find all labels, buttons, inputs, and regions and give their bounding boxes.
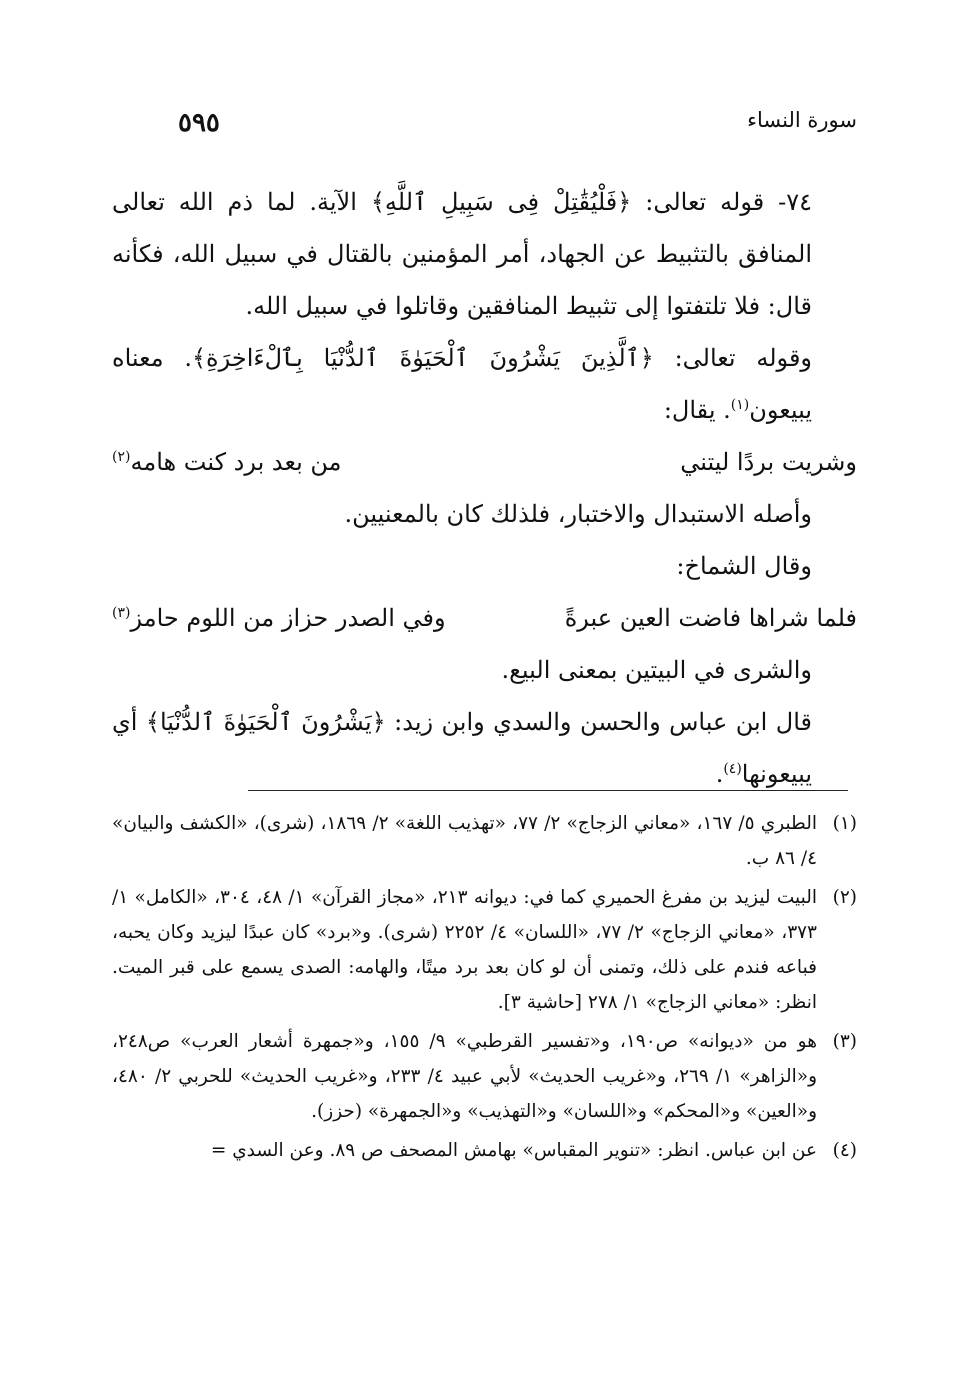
poem-verse-2: [112, 592, 857, 644]
verse-1-first-hemistich: وشريت بردًا ليتني: [680, 448, 857, 476]
footnote-text: الطبري ٥/ ١٦٧، «معاني الزجاج» ٢/ ٧٧، «تهذيب اللغة» ٢/ ١٨٦٩، (شرى)، «الكشف والبيان» ٤/ ٨٦ ب.: [112, 813, 817, 869]
footnote-text: البيت ليزيد بن مفرغ الحميري كما في: ديوانه ٢١٣، «مجاز القرآن» ١/ ٤٨، ٣٠٤، «الكامل» ١/ ٣٧٣، «معاني الزجاج» ٢/ ٧٧، «اللسان» ٤/ ٢٢٥٢ (شرى). و«برد» كان عبدًا ليزيد وكان يحبه، فباعه فندم على ذلك، وتمنى أن لو كان بعد برد ميتًا، والهامه: الصدى يسمع على قبر الميت. انظر: «معاني الزجاج» ١/ ٢٧٨ [حاشية ٣].: [112, 887, 817, 1013]
paragraph-shira-meaning: والشرى في البيتين بمعنى البيع.: [501, 656, 812, 684]
footnote-ref-2: (٢): [112, 449, 131, 465]
footnote-1: [112, 806, 857, 876]
paragraph-ibn-abbas-tail: .: [715, 760, 724, 788]
footnote-2: [112, 880, 857, 1020]
footnotes: [112, 806, 857, 1172]
verse-2-second-text: وفي الصدر حزاز من اللوم حامز: [130, 604, 446, 632]
running-title: سورة النساء: [747, 108, 857, 132]
verse-2-first-hemistich: فلما شراها فاضت العين عبرةً: [564, 604, 857, 632]
footnote-separator: [248, 790, 848, 791]
poem-verse-1: [112, 436, 857, 488]
footnote-number: (٤): [832, 1140, 857, 1161]
main-text: [112, 176, 857, 800]
verse-1-second-hemistich: [112, 436, 342, 488]
paragraph-origin: وأصله الاستبدال والاختبار، فلذلك كان بالمعنيين.: [344, 500, 812, 528]
page-number: ٥٩٥: [178, 108, 220, 138]
footnote-text: عن ابن عباس. انظر: «تنوير المقباس» بهامش المصحف ص ٨٩. وعن السدي =: [210, 1140, 817, 1161]
paragraph-ibn-abbas: [112, 696, 857, 800]
footnote-3: [112, 1024, 857, 1129]
verse-1-second-text: من بعد برد كنت هامه: [130, 448, 342, 476]
footnote-ref-3: (٣): [112, 605, 131, 621]
footnote-4: [112, 1133, 857, 1168]
paragraph-ibn-abbas-text: قال ابن عباس والحسن والسدي وابن زيد: ﴿يَشْرُونَ ٱلْحَيَوٰةَ ٱلدُّنْيَا﴾ أي يبيعونها: [112, 708, 812, 788]
paragraph-verse-74: ٧٤- قوله تعالى: ﴿فَلْيُقَٰتِلْ فِى سَبِيلِ ٱللَّهِ﴾ الآية. لما ذم الله تعالى المنافق بالتثبيط عن الجهاد، أمر المؤمنين بالقتال في سبيل الله، فكأنه قال: فلا تلتفتوا إلى تثبيط المنافقين وقاتلوا في سبيل الله.: [112, 188, 812, 320]
paragraph-yashruna-tail: . يقال:: [663, 396, 731, 424]
verse-2-second-hemistich: [112, 592, 446, 644]
page-header: [118, 108, 857, 148]
footnote-number: (٢): [832, 887, 857, 908]
footnote-text: هو من «ديوانه» ص١٩٠، و«تفسير القرطبي» ٩/ ١٥٥، و«جمهرة أشعار العرب» ص٢٤٨، و«الزاهر» ١/ ٢٦٩، و«غريب الحديث» لأبي عبيد ٤/ ٢٣٣، و«غريب الحديث» للحربي ٢/ ٤٨٠، و«العين» و«المحكم» و«اللسان» و«التهذيب» و«الجمهرة» (حزز).: [112, 1031, 818, 1122]
paragraph-shammakh: وقال الشماخ:: [676, 552, 812, 580]
footnote-ref-1: (١): [730, 397, 750, 413]
footnote-number: (٣): [832, 1031, 857, 1052]
paragraph-yashruna: [112, 332, 857, 436]
paragraph-yashruna-text: وقوله تعالى: ﴿ٱلَّذِينَ يَشْرُونَ ٱلْحَيَوٰةَ ٱلدُّنْيَا بِٱلْءَاخِرَةِ﴾. معناه يبيعون: [112, 344, 812, 424]
footnote-number: (١): [832, 813, 857, 834]
footnote-ref-4: (٤): [723, 761, 742, 777]
